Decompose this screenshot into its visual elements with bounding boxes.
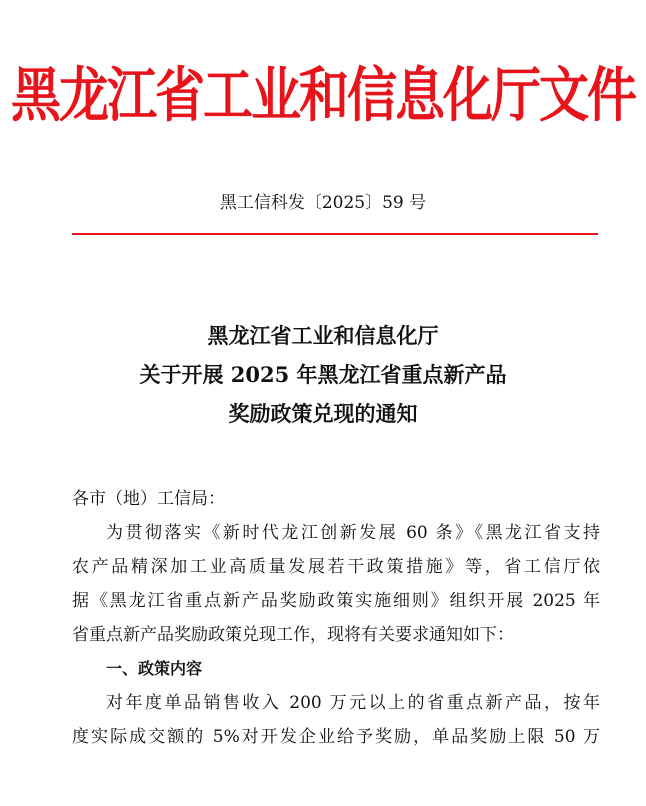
masthead-title: 黑龙江省工业和信息化厅文件 (11, 60, 635, 130)
paragraph-1-line-3: 据《黑龙江省重点新产品奖励政策实施细则》组织开展 2025 年 (72, 591, 600, 611)
paragraph-1-line-2: 农产品精深加工业高质量发展若干政策措施》等，省工信厅依 (72, 557, 600, 577)
paragraph-2-line-1: 对年度单品销售收入 200 万元以上的省重点新产品，按年 (106, 693, 600, 713)
document-body (72, 482, 600, 754)
document-number: 黑工信科发〔2025〕59 号 (219, 193, 427, 213)
red-divider-line (72, 233, 598, 235)
title-line-1: 黑龙江省工业和信息化厅 (207, 323, 439, 348)
notice-title (0, 316, 646, 433)
title-line-3: 奖励政策兑现的通知 (228, 401, 418, 426)
salutation: 各市（地）工信局： (72, 489, 225, 509)
paragraph-2-line-2: 度实际成交额的 5%对开发企业给予奖励，单品奖励上限 50 万 (72, 727, 600, 747)
title-line-2: 关于开展 2025 年黑龙江省重点新产品 (139, 362, 507, 387)
paragraph-1-line-4: 省重点新产品奖励政策兑现工作，现将有关要求通知如下： (72, 625, 514, 645)
paragraph-1-line-1: 为贯彻落实《新时代龙江创新发展 60 条》《黑龙江省支持 (106, 523, 600, 543)
section-heading-policy-content: 一、政策内容 (106, 659, 203, 678)
